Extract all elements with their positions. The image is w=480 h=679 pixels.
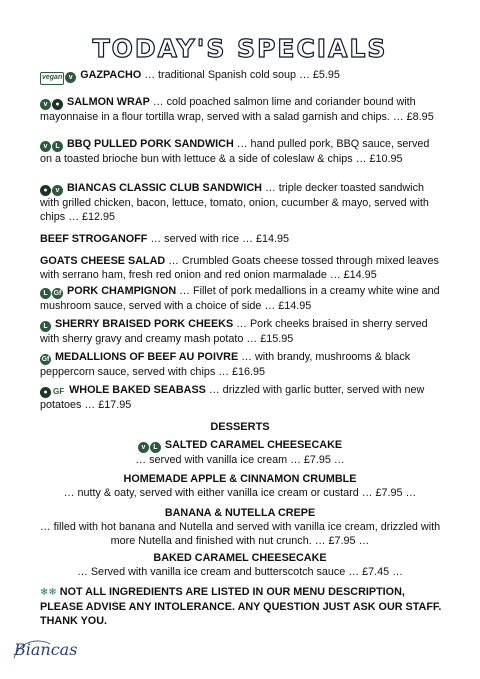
menu-item-salmon-wrap: [40, 95, 442, 124]
dessert-name: SALTED CARAMEL CHEESECAKE: [164, 439, 343, 451]
item-name: SALMON WRAP: [67, 96, 150, 108]
item-desc: … hand pulled pork, BBQ sauce, served on a toasted brioche bun with lettuce & a side of coleslaw & chips … £10.95: [40, 138, 430, 165]
notice-text: NOT ALL INGREDIENTS ARE LISTED IN OUR MENU DESCRIPTION, PLEASE ADVISE ANY INTOLERANCE. ANY QUESTION JUST ASK OUR STAFF. THANK YOU.: [40, 586, 442, 627]
menu-item-gazpacho: [40, 68, 442, 85]
item-desc: … traditional Spanish cold soup … £5.95: [141, 69, 340, 81]
dessert-salted-caramel: [30, 438, 450, 467]
gf-text-icon: GF: [53, 387, 65, 396]
allergen-notice: [40, 585, 450, 628]
dessert-name: BANANA & NUTELLA CREPE: [164, 507, 316, 519]
logo: Biancas: [14, 640, 78, 659]
lactose-icon: L: [40, 321, 51, 332]
item-desc: … with brandy, mushrooms & black peppercorn sauce, served with chips … £16.95: [40, 351, 411, 378]
lactose-icon: L: [52, 141, 63, 152]
menu-item-club-sandwich: [40, 181, 442, 224]
gluten-free-icon: Gf: [53, 290, 62, 297]
desserts-heading: DESSERTS: [210, 421, 270, 433]
fish-icon: ●: [52, 99, 63, 110]
dessert-desc: … nutty & oaty, served with either vanilla ice cream or custard … £7.95 …: [63, 487, 417, 499]
vegan-icon: vegan: [40, 72, 64, 85]
item-name: WHOLE BAKED SEABASS: [69, 384, 206, 396]
menu-item-goats-cheese-salad: [40, 254, 442, 282]
item-desc: … triple decker toasted sandwich with grilled chicken, bacon, lettuce, tomato, onion, cucumber & mayo, served with chips … £12.95: [40, 182, 429, 223]
item-name: GOATS CHEESE SALAD: [40, 255, 166, 267]
item-desc: … Fillet of pork medallions in a creamy white wine and mushroom sauce, served with a choice of side … £14.95: [40, 285, 440, 312]
dessert-desc: … Served with vanilla ice cream and butterscotch sauce … £7.45 …: [77, 566, 403, 578]
vegetarian-icon: v: [65, 72, 76, 83]
dessert-name: HOMEMADE APPLE & CINNAMON CRUMBLE: [123, 473, 357, 485]
menu-item-seabass: [40, 383, 442, 412]
menu-item-bbq-pulled-pork: [40, 137, 442, 166]
dessert-apple-crumble: [30, 472, 450, 500]
item-name: PORK CHAMPIGNON: [67, 285, 177, 297]
vegetarian-icon: v: [40, 99, 51, 110]
lactose-icon: L: [40, 288, 51, 299]
item-desc: … drizzled with garlic butter, served with new potatoes … £17.95: [40, 384, 425, 411]
dessert-desc: … served with vanilla ice cream … £7.95 …: [135, 454, 345, 466]
dessert-name: BAKED CARAMEL CHEESECAKE: [153, 552, 327, 564]
menu-item-sherry-pork-cheeks: [40, 317, 442, 346]
item-name: SHERRY BRAISED PORK CHEEKS: [55, 318, 234, 330]
item-name: BBQ PULLED PORK SANDWICH: [67, 138, 234, 150]
item-name: MEDALLIONS OF BEEF AU POIVRE: [55, 351, 239, 363]
fish-icon: ●: [40, 387, 51, 398]
menu-item-beef-stroganoff: [40, 232, 442, 246]
item-name: GAZPACHO: [80, 69, 142, 81]
item-name: BEEF STROGANOFF: [40, 233, 148, 245]
gluten-free-icon: Gf: [41, 356, 50, 363]
item-desc: … Crumbled Goats cheese tossed through mixed leaves with serrano ham, fresh red onion and red onion marmalade … £14.95: [40, 255, 439, 281]
dessert-baked-caramel: [30, 551, 450, 579]
item-desc: … cold poached salmon lime and coriander bound with mayonnaise in a flour tortilla wrap, served with a salad garnish and chips. … £8.95: [40, 96, 434, 123]
item-name: BIANCAS CLASSIC CLUB SANDWICH: [67, 182, 262, 194]
egg-icon: ●: [40, 185, 51, 196]
vegetarian-icon: v: [40, 141, 51, 152]
dessert-desc: … filled with hot banana and Nutella and served with vanilla ice cream, drizzled with more Nutella and finished with nut crunch. … £7.95 …: [39, 521, 441, 547]
menu-item-beef-au-poivre: [40, 350, 442, 379]
vegetarian-icon: v: [138, 442, 149, 453]
page-title: TODAY'S SPECIALS: [92, 34, 388, 63]
item-desc: … served with rice … £14.95: [147, 233, 289, 245]
lactose-icon: L: [150, 442, 161, 453]
dessert-banana-crepe: [30, 506, 450, 548]
vegetarian-icon: v: [52, 185, 63, 196]
snowflake-icon: ❄❄: [40, 587, 57, 598]
menu-item-pork-champignon: [40, 284, 442, 313]
item-desc: … Pork cheeks braised in sherry served with sherry gravy and creamy mash potato … £15.95: [40, 318, 428, 345]
